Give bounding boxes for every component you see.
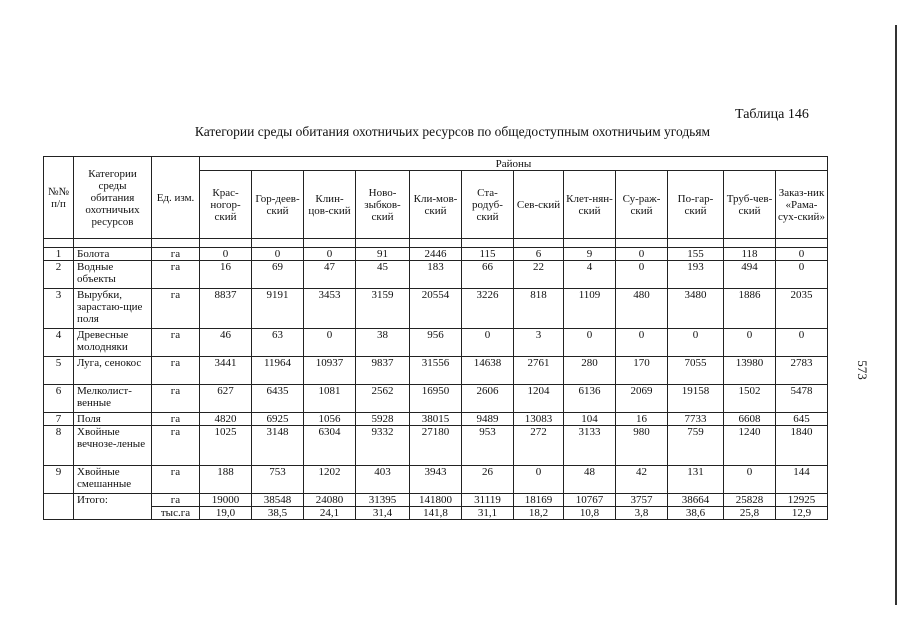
document-title: Категории среды обитания охотничьих ресурсов по общедоступным охотничьим угодьям bbox=[194, 124, 711, 139]
table-cell: 31556 bbox=[410, 357, 462, 385]
row-unit: га bbox=[152, 248, 200, 261]
row-category: Древесные молодняки bbox=[74, 329, 152, 357]
row-number: 3 bbox=[44, 289, 74, 329]
table-cell: 2761 bbox=[514, 357, 564, 385]
table-cell: 91 bbox=[356, 248, 410, 261]
row-unit: га bbox=[152, 413, 200, 426]
table-cell: 14638 bbox=[462, 357, 514, 385]
table-row bbox=[44, 329, 828, 357]
table-row bbox=[44, 385, 828, 413]
row-unit: га bbox=[152, 289, 200, 329]
table-row bbox=[44, 426, 828, 466]
row-number: 7 bbox=[44, 413, 74, 426]
header-district: Заказ-ник «Рама-сух-ский» bbox=[776, 171, 828, 239]
total-cell: 38,5 bbox=[252, 507, 304, 520]
header-district: Гор-деев-ский bbox=[252, 171, 304, 239]
total-cell: 25,8 bbox=[724, 507, 776, 520]
table-cell: 0 bbox=[776, 329, 828, 357]
total-cell: 31119 bbox=[462, 494, 514, 507]
table-cell: 9489 bbox=[462, 413, 514, 426]
header-district: Кли-мов-ский bbox=[410, 171, 462, 239]
totals-row-ha bbox=[44, 494, 828, 507]
table-cell: 3441 bbox=[200, 357, 252, 385]
header-district: Труб-чев-ский bbox=[724, 171, 776, 239]
header-unit: Ед. изм. bbox=[152, 157, 200, 239]
table-cell: 980 bbox=[616, 426, 668, 466]
row-category: Хвойные смешанные bbox=[74, 466, 152, 494]
row-category: Водные объекты bbox=[74, 261, 152, 289]
table-cell: 3453 bbox=[304, 289, 356, 329]
table-cell: 627 bbox=[200, 385, 252, 413]
table-cell: 0 bbox=[304, 248, 356, 261]
total-cell: 141,8 bbox=[410, 507, 462, 520]
total-cell: 3757 bbox=[616, 494, 668, 507]
total-cell: 18169 bbox=[514, 494, 564, 507]
table-cell: 1109 bbox=[564, 289, 616, 329]
table-cell: 0 bbox=[200, 248, 252, 261]
table-cell: 16950 bbox=[410, 385, 462, 413]
table-cell: 3133 bbox=[564, 426, 616, 466]
total-cell: 3,8 bbox=[616, 507, 668, 520]
header-district: Крас-ногор-ский bbox=[200, 171, 252, 239]
table-number: Таблица 146 bbox=[735, 107, 809, 122]
row-number: 8 bbox=[44, 426, 74, 466]
row-category: Луга, сенокос bbox=[74, 357, 152, 385]
row-category: Хвойные вечнозе-леные bbox=[74, 426, 152, 466]
table-cell: 7733 bbox=[668, 413, 724, 426]
row-number: 9 bbox=[44, 466, 74, 494]
row-category: Поля bbox=[74, 413, 152, 426]
table-cell: 3480 bbox=[668, 289, 724, 329]
totals-label: Итого: bbox=[74, 494, 152, 520]
header-district: Су-раж-ский bbox=[616, 171, 668, 239]
table-cell: 46 bbox=[200, 329, 252, 357]
table-cell: 1081 bbox=[304, 385, 356, 413]
table-cell: 0 bbox=[616, 261, 668, 289]
table-cell: 0 bbox=[564, 329, 616, 357]
table-cell: 6608 bbox=[724, 413, 776, 426]
table-cell: 10937 bbox=[304, 357, 356, 385]
table-cell: 3226 bbox=[462, 289, 514, 329]
header-number: №№ п/п bbox=[44, 157, 74, 239]
row-unit: га bbox=[152, 466, 200, 494]
table-cell: 155 bbox=[668, 248, 724, 261]
table-cell: 193 bbox=[668, 261, 724, 289]
table-cell: 2446 bbox=[410, 248, 462, 261]
table-cell: 480 bbox=[616, 289, 668, 329]
header-district: По-гар-ский bbox=[668, 171, 724, 239]
table-cell: 2783 bbox=[776, 357, 828, 385]
table-cell: 42 bbox=[616, 466, 668, 494]
row-category: Мелколист-венные bbox=[74, 385, 152, 413]
table-cell: 1502 bbox=[724, 385, 776, 413]
table-cell: 131 bbox=[668, 466, 724, 494]
total-cell: 24080 bbox=[304, 494, 356, 507]
row-unit: га bbox=[152, 261, 200, 289]
table-cell: 9837 bbox=[356, 357, 410, 385]
header-category: Категории среды обитания охотничьих ресурсов bbox=[74, 157, 152, 239]
table-cell: 115 bbox=[462, 248, 514, 261]
total-cell: 19,0 bbox=[200, 507, 252, 520]
table-cell: 69 bbox=[252, 261, 304, 289]
row-number: 1 bbox=[44, 248, 74, 261]
table-row bbox=[44, 261, 828, 289]
totals-row-kha bbox=[44, 507, 828, 520]
table-cell: 6304 bbox=[304, 426, 356, 466]
table-cell: 759 bbox=[668, 426, 724, 466]
table-cell: 45 bbox=[356, 261, 410, 289]
total-cell: 38548 bbox=[252, 494, 304, 507]
table-cell: 20554 bbox=[410, 289, 462, 329]
table-cell: 956 bbox=[410, 329, 462, 357]
row-unit: га bbox=[152, 426, 200, 466]
habitat-table bbox=[43, 156, 828, 520]
table-cell: 16 bbox=[616, 413, 668, 426]
table-cell: 27180 bbox=[410, 426, 462, 466]
header-district: Клин-цов-ский bbox=[304, 171, 356, 239]
table-cell: 9332 bbox=[356, 426, 410, 466]
table-cell: 118 bbox=[724, 248, 776, 261]
table-cell: 2035 bbox=[776, 289, 828, 329]
table-cell: 280 bbox=[564, 357, 616, 385]
table-cell: 4 bbox=[564, 261, 616, 289]
table-cell: 66 bbox=[462, 261, 514, 289]
table-cell: 0 bbox=[616, 248, 668, 261]
totals-number-empty bbox=[44, 494, 74, 520]
total-cell: 31,4 bbox=[356, 507, 410, 520]
table-cell: 0 bbox=[252, 248, 304, 261]
total-cell: 38,6 bbox=[668, 507, 724, 520]
row-number: 4 bbox=[44, 329, 74, 357]
total-cell: 38664 bbox=[668, 494, 724, 507]
table-cell: 9 bbox=[564, 248, 616, 261]
table-row bbox=[44, 413, 828, 426]
totals-unit: тыс.га bbox=[152, 507, 200, 520]
table-cell: 1240 bbox=[724, 426, 776, 466]
header-district: Ста-родуб-ский bbox=[462, 171, 514, 239]
table-cell: 0 bbox=[616, 329, 668, 357]
row-unit: га bbox=[152, 357, 200, 385]
total-cell: 24,1 bbox=[304, 507, 356, 520]
table-cell: 0 bbox=[776, 248, 828, 261]
row-unit: га bbox=[152, 329, 200, 357]
table-cell: 48 bbox=[564, 466, 616, 494]
table-cell: 0 bbox=[304, 329, 356, 357]
total-cell: 10767 bbox=[564, 494, 616, 507]
row-number: 5 bbox=[44, 357, 74, 385]
table-cell: 13083 bbox=[514, 413, 564, 426]
header-district: Клет-нян-ский bbox=[564, 171, 616, 239]
table-cell: 47 bbox=[304, 261, 356, 289]
table-cell: 0 bbox=[668, 329, 724, 357]
row-unit: га bbox=[152, 385, 200, 413]
table-cell: 6 bbox=[514, 248, 564, 261]
table-row bbox=[44, 248, 828, 261]
table-cell: 6925 bbox=[252, 413, 304, 426]
table-cell: 13980 bbox=[724, 357, 776, 385]
table-cell: 494 bbox=[724, 261, 776, 289]
table-cell: 3 bbox=[514, 329, 564, 357]
table-row bbox=[44, 466, 828, 494]
table-cell: 3159 bbox=[356, 289, 410, 329]
totals-unit: га bbox=[152, 494, 200, 507]
table-cell: 26 bbox=[462, 466, 514, 494]
table-row bbox=[44, 289, 828, 329]
table-cell: 0 bbox=[724, 329, 776, 357]
table-cell: 183 bbox=[410, 261, 462, 289]
table-cell: 0 bbox=[514, 466, 564, 494]
header-districts: Районы bbox=[200, 157, 828, 171]
total-cell: 25828 bbox=[724, 494, 776, 507]
total-cell: 12925 bbox=[776, 494, 828, 507]
table-cell: 6136 bbox=[564, 385, 616, 413]
table-cell: 2069 bbox=[616, 385, 668, 413]
table-cell: 645 bbox=[776, 413, 828, 426]
table-cell: 38015 bbox=[410, 413, 462, 426]
header-district: Сев-ский bbox=[514, 171, 564, 239]
table-cell: 2562 bbox=[356, 385, 410, 413]
total-cell: 18,2 bbox=[514, 507, 564, 520]
table-cell: 38 bbox=[356, 329, 410, 357]
table-cell: 0 bbox=[724, 466, 776, 494]
row-number: 6 bbox=[44, 385, 74, 413]
table-row bbox=[44, 357, 828, 385]
header-district: Ново-зыбков-ский bbox=[356, 171, 410, 239]
table-cell: 7055 bbox=[668, 357, 724, 385]
total-cell: 31395 bbox=[356, 494, 410, 507]
table-cell: 8837 bbox=[200, 289, 252, 329]
table-cell: 9191 bbox=[252, 289, 304, 329]
table-cell: 19158 bbox=[668, 385, 724, 413]
table-cell: 5928 bbox=[356, 413, 410, 426]
total-cell: 19000 bbox=[200, 494, 252, 507]
table-cell: 272 bbox=[514, 426, 564, 466]
row-number: 2 bbox=[44, 261, 74, 289]
table-cell: 1204 bbox=[514, 385, 564, 413]
table-cell: 953 bbox=[462, 426, 514, 466]
row-category: Болота bbox=[74, 248, 152, 261]
table-cell: 63 bbox=[252, 329, 304, 357]
table-cell: 1840 bbox=[776, 426, 828, 466]
table-cell: 2606 bbox=[462, 385, 514, 413]
page-number: 573 bbox=[854, 360, 870, 380]
table-cell: 22 bbox=[514, 261, 564, 289]
table-cell: 6435 bbox=[252, 385, 304, 413]
table-cell: 188 bbox=[200, 466, 252, 494]
table-cell: 3148 bbox=[252, 426, 304, 466]
table-cell: 1056 bbox=[304, 413, 356, 426]
table-cell: 753 bbox=[252, 466, 304, 494]
row-category: Вырубки, зарастаю-щие поля bbox=[74, 289, 152, 329]
table-cell: 144 bbox=[776, 466, 828, 494]
total-cell: 31,1 bbox=[462, 507, 514, 520]
table-cell: 0 bbox=[462, 329, 514, 357]
table-cell: 0 bbox=[776, 261, 828, 289]
total-cell: 10,8 bbox=[564, 507, 616, 520]
table-cell: 104 bbox=[564, 413, 616, 426]
table-cell: 11964 bbox=[252, 357, 304, 385]
total-cell: 12,9 bbox=[776, 507, 828, 520]
table-cell: 5478 bbox=[776, 385, 828, 413]
table-cell: 3943 bbox=[410, 466, 462, 494]
table-cell: 16 bbox=[200, 261, 252, 289]
table-cell: 818 bbox=[514, 289, 564, 329]
page-edge-line bbox=[895, 25, 897, 605]
table-cell: 1886 bbox=[724, 289, 776, 329]
total-cell: 141800 bbox=[410, 494, 462, 507]
table-cell: 1202 bbox=[304, 466, 356, 494]
table-cell: 403 bbox=[356, 466, 410, 494]
table-cell: 170 bbox=[616, 357, 668, 385]
table-cell: 1025 bbox=[200, 426, 252, 466]
table-cell: 4820 bbox=[200, 413, 252, 426]
